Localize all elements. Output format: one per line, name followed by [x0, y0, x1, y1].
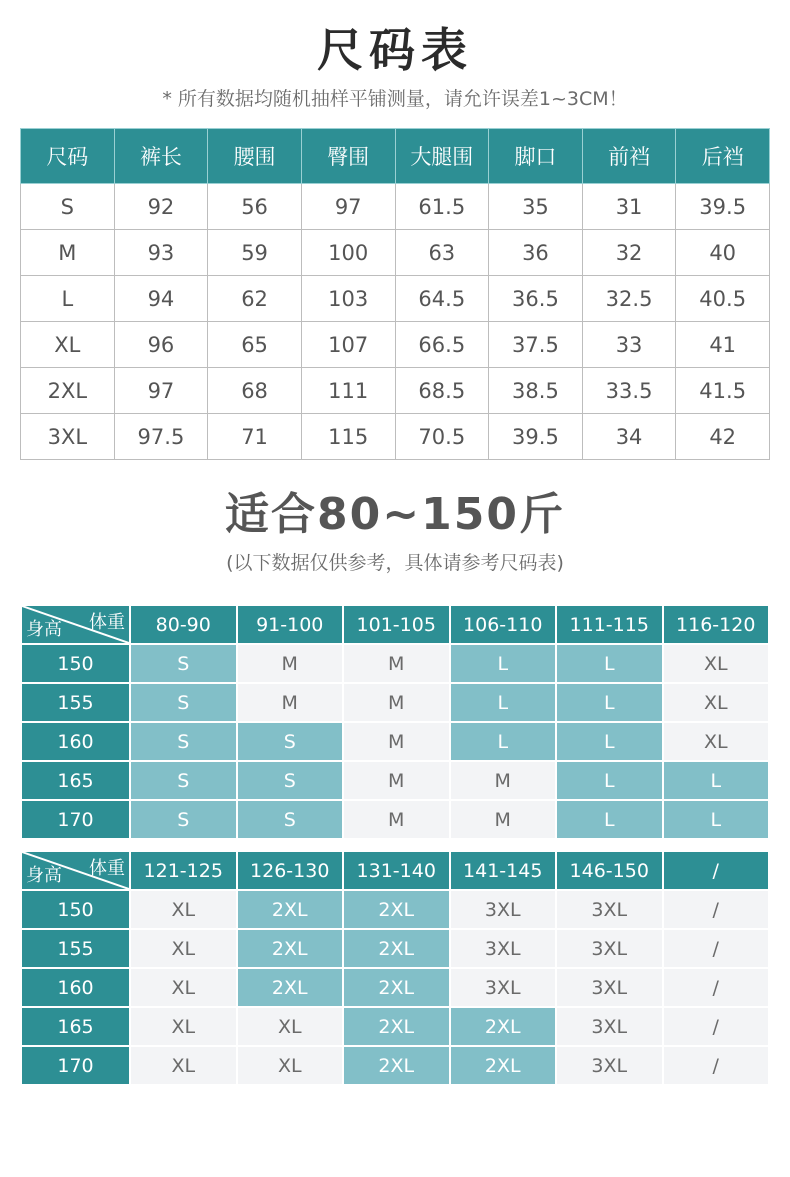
recommended-size-cell: 2XL [237, 890, 344, 929]
recommended-size-cell: XL [663, 644, 770, 683]
recommended-size-cell: XL [130, 968, 237, 1007]
recommended-size-cell: XL [237, 1007, 344, 1046]
recommended-size-cell: 3XL [556, 1007, 663, 1046]
recommended-size-cell: XL [130, 929, 237, 968]
size-cell: 115 [301, 414, 395, 460]
size-cell: 40.5 [676, 276, 770, 322]
recommended-size-cell: 3XL [450, 968, 557, 1007]
size-row [21, 230, 770, 276]
recommended-size-cell: S [130, 683, 237, 722]
recommended-size-cell: L [556, 761, 663, 800]
size-cell: 35 [489, 184, 583, 230]
recommended-size-cell: M [237, 683, 344, 722]
size-cell: 37.5 [489, 322, 583, 368]
weight-range-header: 101-105 [343, 605, 450, 644]
recommended-size-cell: / [663, 890, 770, 929]
height-cell: 150 [21, 890, 130, 929]
size-cell: 41 [676, 322, 770, 368]
measurement-note: * 所有数据均随机抽样平铺测量，请允许误差1~3CM！ [162, 88, 628, 110]
recommended-size-cell: S [237, 722, 344, 761]
size-column-header: 前裆 [582, 129, 676, 184]
recommended-size-cell: L [450, 644, 557, 683]
fit-reference-note: (以下数据仅供参考，具体请参考尺码表) [226, 552, 564, 574]
weight-range-header: 141-145 [450, 851, 557, 890]
size-row [21, 322, 770, 368]
recommended-size-cell: XL [663, 722, 770, 761]
weight-range-header: 121-125 [130, 851, 237, 890]
recommended-size-cell: 2XL [237, 929, 344, 968]
recommended-size-cell: 2XL [343, 890, 450, 929]
height-cell: 170 [21, 800, 130, 839]
recommended-size-cell: L [450, 683, 557, 722]
fit-header-row [21, 851, 769, 890]
size-cell: 32.5 [582, 276, 676, 322]
recommended-size-cell: S [237, 800, 344, 839]
size-cell: 66.5 [395, 322, 489, 368]
size-cell: 34 [582, 414, 676, 460]
size-cell: 93 [114, 230, 208, 276]
fit-table-1 [20, 604, 770, 840]
recommended-size-cell: L [556, 683, 663, 722]
recommended-size-cell: L [556, 722, 663, 761]
size-column-header: 裤长 [114, 129, 208, 184]
fit-row [21, 929, 769, 968]
size-cell: 2XL [21, 368, 115, 414]
size-column-header: 大腿围 [395, 129, 489, 184]
size-cell: 41.5 [676, 368, 770, 414]
recommended-size-cell: / [663, 1007, 770, 1046]
height-cell: 155 [21, 683, 130, 722]
fit-row [21, 722, 769, 761]
recommended-size-cell: 3XL [450, 929, 557, 968]
size-cell: 3XL [21, 414, 115, 460]
size-cell: 97.5 [114, 414, 208, 460]
recommended-size-cell: 2XL [450, 1046, 557, 1085]
recommended-size-cell: L [450, 722, 557, 761]
weight-height-corner [21, 605, 130, 644]
weight-height-corner [21, 851, 130, 890]
recommended-size-cell: S [130, 761, 237, 800]
recommended-size-cell: S [130, 644, 237, 683]
size-cell: 38.5 [489, 368, 583, 414]
weight-range-header: / [663, 851, 770, 890]
size-cell: M [21, 230, 115, 276]
size-cell: 61.5 [395, 184, 489, 230]
weight-range-header: 111-115 [556, 605, 663, 644]
recommended-size-cell: 3XL [556, 1046, 663, 1085]
height-cell: 170 [21, 1046, 130, 1085]
size-cell: 62 [208, 276, 302, 322]
weight-range-header: 146-150 [556, 851, 663, 890]
recommended-size-cell: M [343, 800, 450, 839]
recommended-size-cell: XL [237, 1046, 344, 1085]
size-cell: 42 [676, 414, 770, 460]
size-cell: 92 [114, 184, 208, 230]
size-cell: 39.5 [489, 414, 583, 460]
size-cell: L [21, 276, 115, 322]
size-row [21, 276, 770, 322]
size-cell: 36 [489, 230, 583, 276]
size-cell: 94 [114, 276, 208, 322]
size-cell: 39.5 [676, 184, 770, 230]
weight-range-header: 131-140 [343, 851, 450, 890]
recommended-size-cell: 2XL [450, 1007, 557, 1046]
size-cell: 56 [208, 184, 302, 230]
fit-row [21, 1007, 769, 1046]
height-cell: 160 [21, 722, 130, 761]
recommended-size-cell: / [663, 968, 770, 1007]
weight-range-header: 91-100 [237, 605, 344, 644]
size-column-header: 脚口 [489, 129, 583, 184]
recommended-size-cell: 3XL [556, 929, 663, 968]
size-cell: 103 [301, 276, 395, 322]
size-cell: S [21, 184, 115, 230]
recommended-size-cell: M [343, 644, 450, 683]
size-cell: 65 [208, 322, 302, 368]
recommended-size-cell: 2XL [343, 929, 450, 968]
recommended-size-cell: M [450, 800, 557, 839]
size-cell: 70.5 [395, 414, 489, 460]
recommended-size-cell: S [130, 722, 237, 761]
size-cell: 32 [582, 230, 676, 276]
recommended-size-cell: L [663, 800, 770, 839]
weight-range-header: 80-90 [130, 605, 237, 644]
size-cell: 33.5 [582, 368, 676, 414]
size-cell: 71 [208, 414, 302, 460]
size-column-header: 后裆 [676, 129, 770, 184]
size-cell: 96 [114, 322, 208, 368]
height-cell: 155 [21, 929, 130, 968]
size-cell: 97 [301, 184, 395, 230]
recommended-size-cell: 2XL [343, 1007, 450, 1046]
recommended-size-cell: XL [130, 1007, 237, 1046]
weight-range-header: 116-120 [663, 605, 770, 644]
height-cell: 165 [21, 761, 130, 800]
fit-table-2 [20, 850, 770, 1086]
recommended-size-cell: M [450, 761, 557, 800]
size-cell: XL [21, 322, 115, 368]
fit-row [21, 683, 769, 722]
recommended-size-cell: 2XL [237, 968, 344, 1007]
size-cell: 59 [208, 230, 302, 276]
size-row [21, 414, 770, 460]
height-cell: 165 [21, 1007, 130, 1046]
size-cell: 63 [395, 230, 489, 276]
fit-row [21, 890, 769, 929]
weight-axis-label: 体重 [89, 612, 125, 633]
recommended-size-cell: XL [663, 683, 770, 722]
recommended-size-cell: S [237, 761, 344, 800]
recommended-size-cell: S [130, 800, 237, 839]
recommended-size-cell: M [343, 683, 450, 722]
recommended-size-cell: 3XL [556, 968, 663, 1007]
recommended-size-cell: / [663, 1046, 770, 1085]
recommended-size-cell: M [237, 644, 344, 683]
weight-range-header: 106-110 [450, 605, 557, 644]
recommended-size-cell: / [663, 929, 770, 968]
recommended-size-cell: 3XL [450, 890, 557, 929]
height-axis-label: 身高 [26, 865, 62, 886]
recommended-size-cell: L [663, 761, 770, 800]
size-cell: 31 [582, 184, 676, 230]
size-cell: 68.5 [395, 368, 489, 414]
size-cell: 33 [582, 322, 676, 368]
fit-row [21, 968, 769, 1007]
height-cell: 150 [21, 644, 130, 683]
recommended-size-cell: L [556, 800, 663, 839]
fit-header-row [21, 605, 769, 644]
fit-row [21, 761, 769, 800]
size-chart-header-row [21, 129, 770, 184]
fit-row [21, 800, 769, 839]
size-row [21, 184, 770, 230]
recommended-size-cell: L [556, 644, 663, 683]
size-chart-table [20, 128, 770, 460]
weight-range-header: 126-130 [237, 851, 344, 890]
size-cell: 68 [208, 368, 302, 414]
size-cell: 64.5 [395, 276, 489, 322]
fit-row [21, 644, 769, 683]
fit-range-title: 适合80~150斤 [225, 489, 565, 540]
height-axis-label: 身高 [26, 619, 62, 640]
height-cell: 160 [21, 968, 130, 1007]
recommended-size-cell: 2XL [343, 968, 450, 1007]
size-cell: 97 [114, 368, 208, 414]
recommended-size-cell: XL [130, 1046, 237, 1085]
recommended-size-cell: 3XL [556, 890, 663, 929]
size-column-header: 尺码 [21, 129, 115, 184]
size-cell: 100 [301, 230, 395, 276]
size-cell: 40 [676, 230, 770, 276]
size-column-header: 臀围 [301, 129, 395, 184]
fit-row [21, 1046, 769, 1085]
recommended-size-cell: M [343, 722, 450, 761]
recommended-size-cell: 2XL [343, 1046, 450, 1085]
size-cell: 111 [301, 368, 395, 414]
size-cell: 36.5 [489, 276, 583, 322]
size-column-header: 腰围 [208, 129, 302, 184]
size-row [21, 368, 770, 414]
page-title: 尺码表 [317, 23, 473, 77]
recommended-size-cell: XL [130, 890, 237, 929]
recommended-size-cell: M [343, 761, 450, 800]
size-cell: 107 [301, 322, 395, 368]
weight-axis-label: 体重 [89, 858, 125, 879]
